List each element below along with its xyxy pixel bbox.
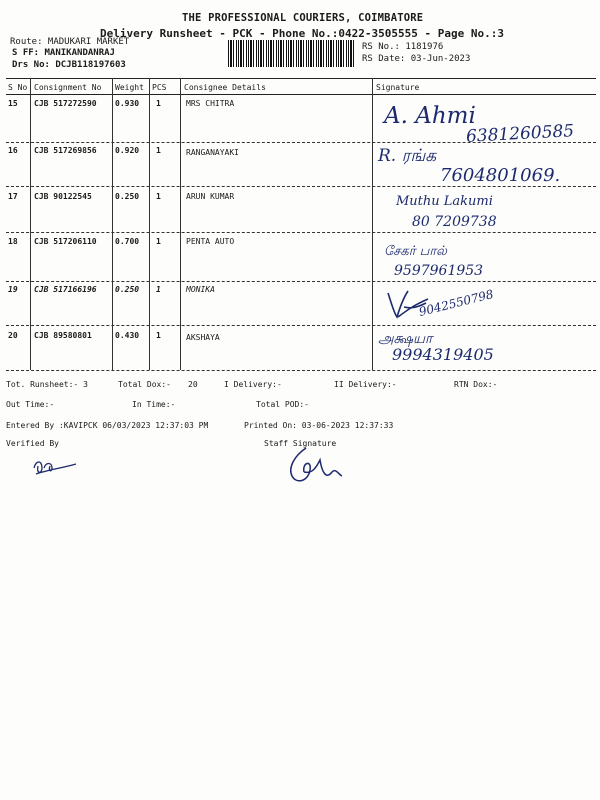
- barcode: [228, 40, 356, 67]
- row-consignee: MONIKA: [186, 285, 215, 294]
- row-pcs: 1: [156, 331, 161, 340]
- in-time: In Time:-: [132, 400, 176, 409]
- row-weight: 0.250: [115, 285, 140, 294]
- route-label: Route: MADUKARI MARKET: [10, 37, 130, 47]
- col-divider: [180, 78, 181, 370]
- row-consignment: CJB 517269856: [34, 146, 97, 155]
- row-weight: 0.700: [115, 237, 140, 246]
- staff-signature-mark: [282, 446, 346, 490]
- rs-number: RS No.: 1181976: [362, 42, 444, 52]
- entered-by: Entered By :KAVIPCK 06/03/2023 12:37:03 PM: [6, 421, 209, 430]
- row-consignee: PENTA AUTO: [186, 237, 235, 246]
- phone-handwritten: 80 7209738: [412, 214, 497, 230]
- col-header-weight: Weight: [115, 83, 144, 92]
- row-divider: [6, 232, 596, 233]
- row-consignment: CJB 517206110: [34, 237, 97, 246]
- row-consignee: AKSHAYA: [186, 333, 220, 342]
- col-divider: [372, 78, 373, 370]
- rtn-dox: RTN Dox:-: [454, 380, 498, 389]
- col-header-consignment: Consignment No: [34, 83, 102, 92]
- row-sno: 19: [8, 285, 18, 294]
- row-consignment: CJB 517272590: [34, 99, 97, 108]
- row-sno: 20: [8, 331, 18, 340]
- row-consignment: CJB 89580801: [34, 331, 92, 340]
- row-divider: [6, 281, 596, 282]
- phone-handwritten: 9994319405: [392, 345, 494, 364]
- row-consignment: CJB 90122545: [34, 192, 92, 201]
- row-divider: [6, 325, 596, 326]
- col-divider: [112, 78, 113, 370]
- row-consignee: RANGANAYAKI: [186, 148, 239, 157]
- ii-delivery: II Delivery:-: [334, 380, 397, 389]
- col-divider: [30, 78, 31, 370]
- col-header-sno: S No: [8, 83, 28, 92]
- row-sno: 15: [8, 99, 18, 108]
- runsheet-subtitle: Delivery Runsheet - PCK - Phone No.:0422-3505555 - Page No.:3: [100, 27, 504, 40]
- signature-scribble: R. ரங்க: [378, 146, 437, 166]
- rs-date: RS Date: 03-Jun-2023: [362, 54, 471, 64]
- row-sno: 16: [8, 146, 18, 155]
- verified-by-label: Verified By: [6, 439, 59, 448]
- row-pcs: 1: [156, 192, 161, 201]
- row-weight: 0.250: [115, 192, 140, 201]
- staff-signature-label: Staff Signature: [264, 439, 337, 448]
- row-pcs: 1: [156, 146, 161, 155]
- col-divider: [149, 78, 150, 370]
- i-delivery: I Delivery:-: [224, 380, 282, 389]
- printed-on: Printed On: 03-06-2023 12:37:33: [244, 421, 394, 430]
- row-weight: 0.430: [115, 331, 140, 340]
- col-header-pcs: PCS: [152, 83, 167, 92]
- tot-runsheet: Tot. Runsheet:- 3: [6, 380, 88, 389]
- total-dox-value: 20: [188, 380, 198, 389]
- row-pcs: 1: [156, 285, 161, 294]
- signature-scribble: Muthu Lakumi: [396, 194, 493, 209]
- row-sno: 17: [8, 192, 18, 201]
- out-time: Out Time:-: [6, 400, 55, 409]
- table-bottom-rule: [6, 370, 596, 371]
- company-name: THE PROFESSIONAL COURIERS, COIMBATORE: [182, 12, 424, 24]
- col-header-signature: Signature: [376, 83, 420, 92]
- drs-number: Drs No: DCJB118197603: [12, 60, 126, 70]
- row-consignee: MRS CHITRA: [186, 99, 235, 108]
- staff-label: S FF: MANIKANDANRAJ: [12, 48, 115, 58]
- row-weight: 0.930: [115, 99, 140, 108]
- phone-handwritten: 9042550798: [417, 286, 495, 320]
- signature-scribble: சேகர் பால்: [384, 244, 447, 259]
- row-consignment: CJB 517166196: [34, 285, 97, 294]
- row-consignee: ARUN KUMAR: [186, 192, 235, 201]
- col-header-consignee: Consignee Details: [184, 83, 266, 92]
- phone-handwritten: 6381260585: [465, 121, 575, 147]
- table-top-rule: [6, 78, 596, 79]
- total-pod: Total POD:-: [256, 400, 309, 409]
- signature-scribble: அக்ஷயா: [378, 331, 433, 347]
- row-pcs: 1: [156, 99, 161, 108]
- signature-scribble: A. Ahmi: [384, 103, 476, 129]
- row-divider: [6, 142, 596, 143]
- phone-handwritten: 7604801069.: [440, 165, 561, 186]
- row-divider: [6, 186, 596, 187]
- verifier-signature: [30, 454, 80, 478]
- row-sno: 18: [8, 237, 18, 246]
- phone-handwritten: 9597961953: [394, 263, 484, 279]
- row-weight: 0.920: [115, 146, 140, 155]
- total-dox-label: Total Dox:-: [118, 380, 171, 389]
- row-pcs: 1: [156, 237, 161, 246]
- table-header-rule: [6, 94, 596, 95]
